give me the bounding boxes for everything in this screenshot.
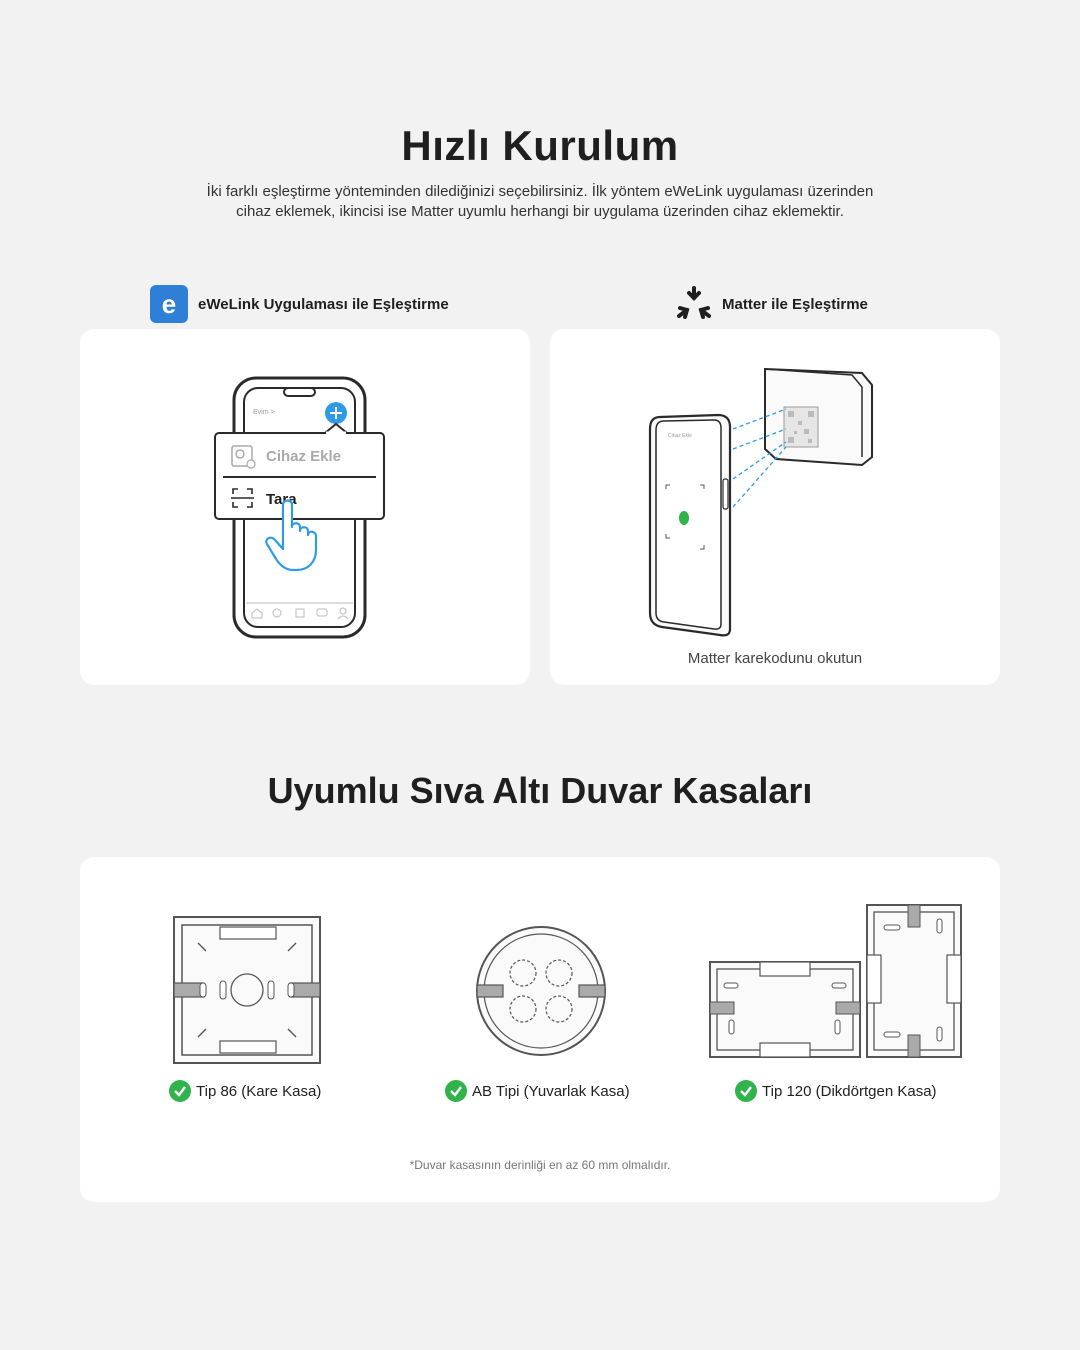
check-icon xyxy=(445,1080,467,1102)
phone-home-label: Evim > xyxy=(253,409,275,416)
check-icon xyxy=(169,1080,191,1102)
menu-add-device-label: Cihaz Ekle xyxy=(266,448,342,465)
intro-line-2: cihaz eklemek, ikincisi ise Matter uyumlu herhangi bir uygulama üzerinden cihaz eklemektir. xyxy=(236,203,844,220)
section-title-wall-boxes: Uyumlu Sıva Altı Duvar Kasaları xyxy=(267,770,813,811)
check-icon xyxy=(735,1080,757,1102)
matter-heading-label: Matter ile Eşleştirme xyxy=(722,295,868,313)
rectangle-box-icon xyxy=(710,905,961,1057)
box-label-tip120 xyxy=(735,1080,937,1102)
round-box-icon xyxy=(477,927,605,1055)
square-box-icon xyxy=(174,917,320,1063)
switch-device xyxy=(765,369,872,465)
intro-text xyxy=(140,182,940,222)
wall-boxes-card xyxy=(80,857,1000,1202)
scan-target-icon xyxy=(679,511,689,525)
wall-boxes-illustration xyxy=(80,857,1000,1202)
matter-caption: Matter karekodunu okutun xyxy=(687,650,863,667)
ewelink-illustration xyxy=(80,329,530,685)
matter-heading xyxy=(674,284,868,324)
box-label-ab xyxy=(445,1080,630,1102)
matter-illustration xyxy=(550,329,1000,685)
box-label-text: Tip 86 (Kare Kasa) xyxy=(196,1082,322,1100)
footnote: *Duvar kasasının derinliği en az 60 mm olmalıdır. xyxy=(409,1158,671,1172)
intro-line-1: İki farklı eşleştirme yönteminden dilediğinizi seçebilirsiniz. İlk yöntem eWeLink uygulaması üzerinden xyxy=(206,183,874,200)
box-label-text: AB Tipi (Yuvarlak Kasa) xyxy=(472,1082,630,1100)
menu-scan-label: Tara xyxy=(266,491,297,508)
matter-card xyxy=(550,329,1000,685)
ewelink-logo-icon: e xyxy=(150,285,188,323)
box-label-text: Tip 120 (Dikdörtgen Kasa) xyxy=(762,1082,937,1100)
ewelink-card xyxy=(80,329,530,685)
matter-logo-icon xyxy=(674,284,714,324)
scanning-phone xyxy=(650,415,730,635)
ewelink-heading-label: eWeLink Uygulaması ile Eşleştirme xyxy=(198,295,449,313)
phone-screen-title: Cihaz Ekle xyxy=(668,433,692,439)
box-label-tip86 xyxy=(169,1080,321,1102)
page-title: Hızlı Kurulum xyxy=(401,122,679,169)
ewelink-heading xyxy=(150,284,449,324)
